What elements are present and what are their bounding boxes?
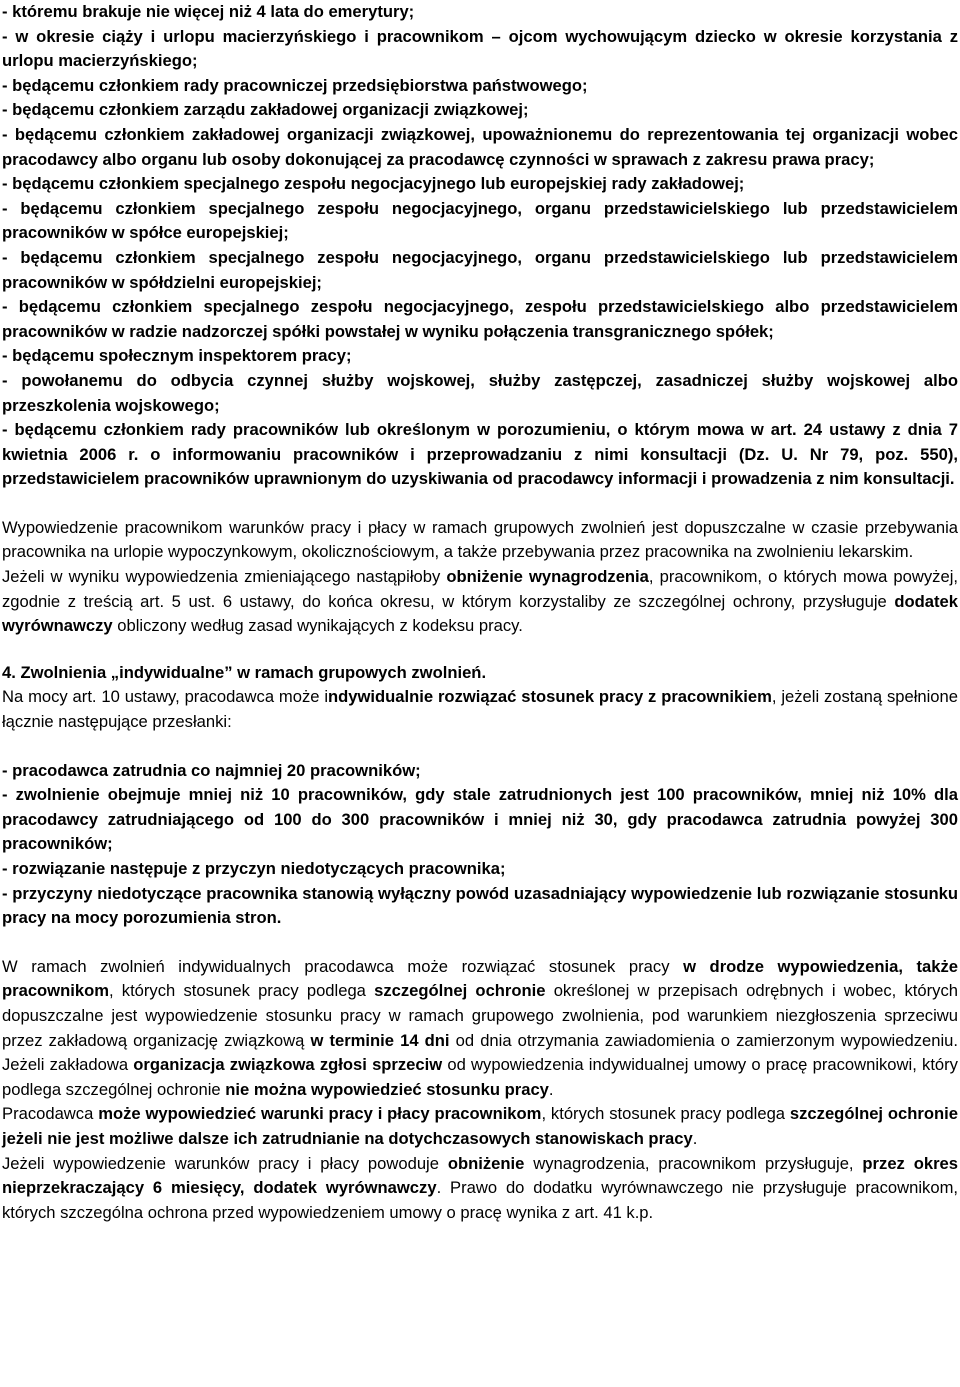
list-item: - będącemu członkiem rady pracowników lub określonym w porozumieniu, o którym mowa w art. 24 ustawy z dnia 7 kwietnia 2006 r. o informowaniu pracowników i przeprowadzaniu z nimi konsultacji (Dz. U. Nr 79, poz. 550), przedstawicielem pracowników uprawnionym do uzyskiwania od pracodawcy informacji i prowadzenia z nim konsultacji.: [2, 420, 958, 489]
section-heading: [2, 661, 958, 686]
emphasis-text: szczególnej ochronie jeżeli nie jest możliwe dalsze ich zatrudnianie na dotychczasowych stanowiskach pracy: [2, 1104, 958, 1148]
list-item: - będącemu członkiem specjalnego zespołu negocjacyjnego, zespołu przedstawicielskiego albo przedstawicielem pracowników w radzie nadzorczej spółki powstałej w wyniku połączenia transgranicznego spółek;: [2, 297, 958, 341]
paragraph-reduced-salary: [2, 565, 958, 639]
text-run: . Prawo do dodatku wyrównawczego nie przysługuje pracownikom, których szczególna ochrona przed wypowiedzeniem umowy o pracę wynika z art. 41 k.p.: [2, 1178, 958, 1222]
emphasis-text: obniżenie: [447, 1153, 525, 1173]
text-run: Jeżeli w wyniku wypowiedzenia zmieniającego nastąpiłoby: [2, 567, 447, 587]
list-item: - będącemu członkiem zarządu zakładowej organizacji związkowej;: [2, 100, 529, 120]
heading-text: 4. Zwolnienia „indywidualne” w ramach grupowych zwolnień.: [2, 662, 487, 682]
paragraph-compensation: [2, 1152, 958, 1226]
paragraph-individual-dismissals: [2, 955, 958, 1103]
emphasis-text: przez okres nieprzekraczający 6 miesięcy, dodatek wyrównawczy: [2, 1153, 958, 1198]
list-item: - powołanemu do odbycia czynnej służby wojskowej, służby zastępczej, zasadniczej służby wojskowej albo przeszkolenia wojskowego;: [2, 370, 958, 415]
text-run: od dnia otrzymania zawiadomienia o zamierzonym wypowiedzeniu. Jeżeli zakładowa: [2, 1030, 958, 1075]
text-run: , których stosunek pracy podlega: [108, 981, 375, 1001]
paragraph-notice-during-leave: Wypowiedzenie pracownikom warunków pracy i płacy w ramach grupowych zwolnień jest dopuszczalne w czasie przebywania pracownika na urlopie wypoczynkowym, okolicznościowym, a także przebywania przez pracownika na zwolnieniu lekarskim.: [2, 517, 958, 562]
list-item: - pracodawca zatrudnia co najmniej 20 pracowników;: [2, 760, 421, 780]
emphasis-text: ndywidualnie rozwiązać stosunek pracy z pracownikiem: [328, 687, 772, 707]
list-item: - będącemu członkiem specjalnego zespołu negocjacyjnego, organu przedstawicielskiego lub przedstawicielem pracowników w spółdzielni europejskiej;: [2, 247, 958, 292]
list-item: - w okresie ciąży i urlopu macierzyńskiego i pracownikom – ojcom wychowującym dziecko w okresie korzystania z urlopu macierzyńskiego;: [2, 26, 958, 71]
spacer: [2, 492, 958, 516]
emphasis-text: w terminie 14 dni: [310, 1030, 450, 1050]
list-item: - przyczyny niedotyczące pracownika stanowią wyłączny powód uzasadniający wypowiedzenie lub rozwiązanie stosunku pracy na mocy porozumienia stron.: [2, 883, 958, 928]
list-item: - któremu brakuje nie więcej niż 4 lata do emerytury;: [2, 2, 415, 21]
emphasis-text: obniżenie wynagrodzenia: [446, 567, 649, 587]
list-item: - będącemu członkiem rady pracowniczej przedsiębiorstwa państwowego;: [2, 75, 588, 95]
text-run: .: [692, 1128, 698, 1148]
text-run: obliczony według zasad wynikających z kodeksu pracy.: [112, 616, 523, 636]
conditions-list: [2, 759, 958, 931]
text-run: , których stosunek pracy podlega: [541, 1104, 790, 1124]
protected-employees-list: [2, 0, 958, 492]
spacer: [2, 931, 958, 955]
emphasis-text: w drodze wypowiedzenia, także pracownikom: [2, 956, 959, 1001]
spacer: [2, 639, 958, 661]
text-run: .: [548, 1079, 554, 1099]
list-item: - rozwiązanie następuje z przyczyn niedotyczących pracownika;: [2, 859, 506, 878]
text-run: , pracownikom, o których mowa powyżej, zgodnie z treścią art. 5 ust. 6 ustawy, do końca okresu, w którym korzystaliby ze szczególnej ochrony, przysługuje: [2, 567, 958, 611]
emphasis-text: organizacja związkowa zgłosi sprzeciw: [133, 1055, 443, 1075]
list-item: - będącemu członkiem zakładowej organizacji związkowej, upoważnionemu do reprezentowania tej organizacji wobec pracodawcy albo organu lub osoby dokonującej za pracodawcę czynności w sprawach z zakresu prawa pracy;: [2, 124, 958, 169]
paragraph-terms-change: [2, 1102, 958, 1151]
list-item: - będącemu członkiem specjalnego zespołu negocjacyjnego lub europejskiej rady zakładowej;: [2, 174, 745, 194]
spacer: [2, 735, 958, 759]
text-run: Pracodawca: [2, 1104, 99, 1124]
text-run: określonej w przepisach odrębnych i wobec, których dopuszczalne jest wypowiedzenie stosunku pracy w ramach grupowego zwolnienia, pod warunkiem niezgłoszenia sprzeciwu przez zakładową organizację związkową: [2, 981, 958, 1050]
text-run: Na mocy art. 10 ustawy, pracodawca może i: [2, 687, 329, 707]
list-item: - będącemu społecznym inspektorem pracy;: [2, 346, 352, 366]
emphasis-text: nie można wypowiedzieć stosunku pracy: [225, 1079, 549, 1099]
text-run: Jeżeli wypowiedzenie warunków pracy i płacy powoduje: [2, 1153, 448, 1173]
list-item: - zwolnienie obejmuje mniej niż 10 pracowników, gdy stale zatrudnionych jest 100 pracowników, mniej niż 10% dla pracodawcy zatrudniającego od 100 do 300 pracowników i mniej niż 30, gdy pracodawca zatrudnia powyżej 300 pracowników;: [2, 785, 958, 854]
text-run: , jeżeli zostaną spełnione łącznie następujące przesłanki:: [2, 687, 958, 732]
list-item: - będącemu członkiem specjalnego zespołu negocjacyjnego, organu przedstawicielskiego lub przedstawicielem pracowników w spółce europejskiej;: [2, 198, 958, 243]
emphasis-text: szczególnej ochronie: [374, 981, 546, 1001]
text-run: od wypowiedzenia indywidualnej umowy o pracę pracownikowi, który podlega szczególnej ochronie: [2, 1055, 958, 1099]
emphasis-text: może wypowiedzieć warunki pracy i płacy pracownikom: [98, 1104, 542, 1124]
emphasis-text: dodatek wyrównawczy: [2, 591, 958, 636]
text-run: wynagrodzenia, pracownikom przysługuje,: [524, 1153, 863, 1173]
section-intro: [2, 685, 958, 734]
text-run: W ramach zwolnień indywidualnych pracodawca może rozwiązać stosunek pracy: [2, 956, 684, 976]
